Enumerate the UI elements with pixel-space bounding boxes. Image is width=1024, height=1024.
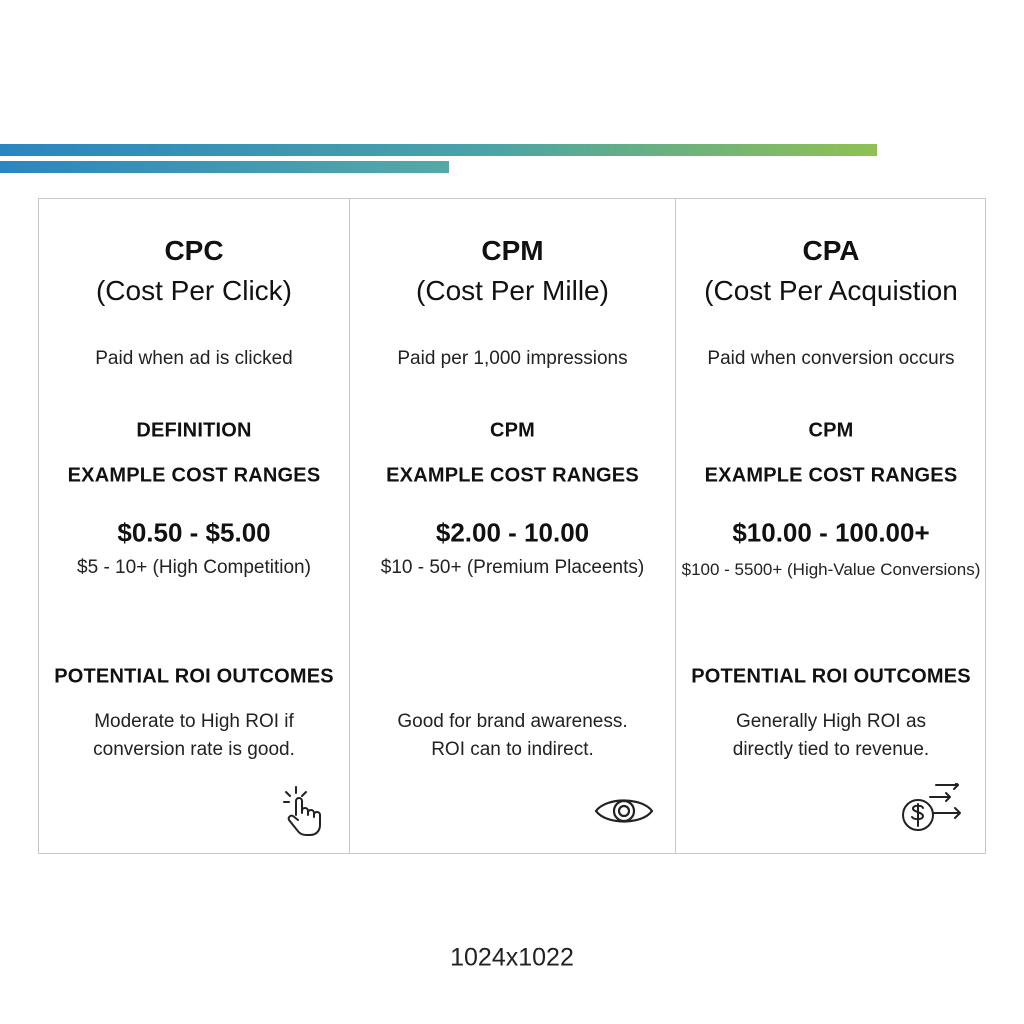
column-description: Paid per 1,000 impressions xyxy=(397,348,628,369)
click-hand-icon xyxy=(282,785,334,837)
roi-outcome-line-1: Generally High ROI as xyxy=(735,711,927,732)
eye-icon xyxy=(594,793,654,829)
column-subtitle: (Cost Per Mille) xyxy=(416,275,609,306)
cost-ranges-label: EXAMPLE COST RANGES xyxy=(67,464,321,487)
dollar-exchange-icon xyxy=(900,783,966,835)
column-subtitle: (Cost Per Click) xyxy=(95,275,292,306)
cost-range-note: $10 - 50+ (Premium Placeents) xyxy=(380,557,645,578)
roi-outcome-line-2: ROI can to indirect. xyxy=(431,739,594,760)
cost-range-note: $5 - 10+ (High Competition) xyxy=(77,557,311,578)
roi-outcomes-label: POTENTIAL ROI OUTCOMES xyxy=(54,665,334,688)
roi-outcome-line-1: Good for brand awareness. xyxy=(397,711,628,732)
column-subtitle: (Cost Per Acquistion xyxy=(704,275,958,306)
header-accent-bar-long xyxy=(0,144,877,156)
cpc-column xyxy=(39,199,350,853)
roi-outcome-line-2: directly tied to revenue. xyxy=(732,739,930,760)
roi-outcomes-label: POTENTIAL ROI OUTCOMES xyxy=(691,665,971,688)
column-label: CPM xyxy=(808,419,854,442)
cost-range-value: $0.50 - $5.00 xyxy=(117,517,271,548)
column-title: CPA xyxy=(802,235,860,266)
column-label: CPM xyxy=(489,419,536,442)
column-description: Paid when ad is clicked xyxy=(95,348,293,369)
cost-ranges-label: EXAMPLE COST RANGES xyxy=(704,464,958,487)
column-title: CPM xyxy=(481,235,544,266)
roi-outcome-line-1: Moderate to High ROI if xyxy=(94,711,294,732)
cost-range-value: $10.00 - 100.00+ xyxy=(732,517,930,548)
cpa-column xyxy=(676,199,986,853)
header-accent-bar-short xyxy=(0,161,449,173)
column-label: DEFINITION xyxy=(136,419,252,442)
cpm-column xyxy=(350,199,676,853)
column-description: Paid when conversion occurs xyxy=(707,348,955,369)
comparison-table xyxy=(38,198,986,854)
cost-range-value: $2.00 - 10.00 xyxy=(435,517,590,548)
cost-range-note: $100 - 5500+ (High-Value Conversions) xyxy=(681,560,981,579)
image-dimensions-label: 1024x1022 xyxy=(450,943,574,972)
roi-outcome-line-2: conversion rate is good. xyxy=(93,739,295,760)
column-title: CPC xyxy=(164,235,224,266)
cost-ranges-label: EXAMPLE COST RANGES xyxy=(386,464,639,487)
